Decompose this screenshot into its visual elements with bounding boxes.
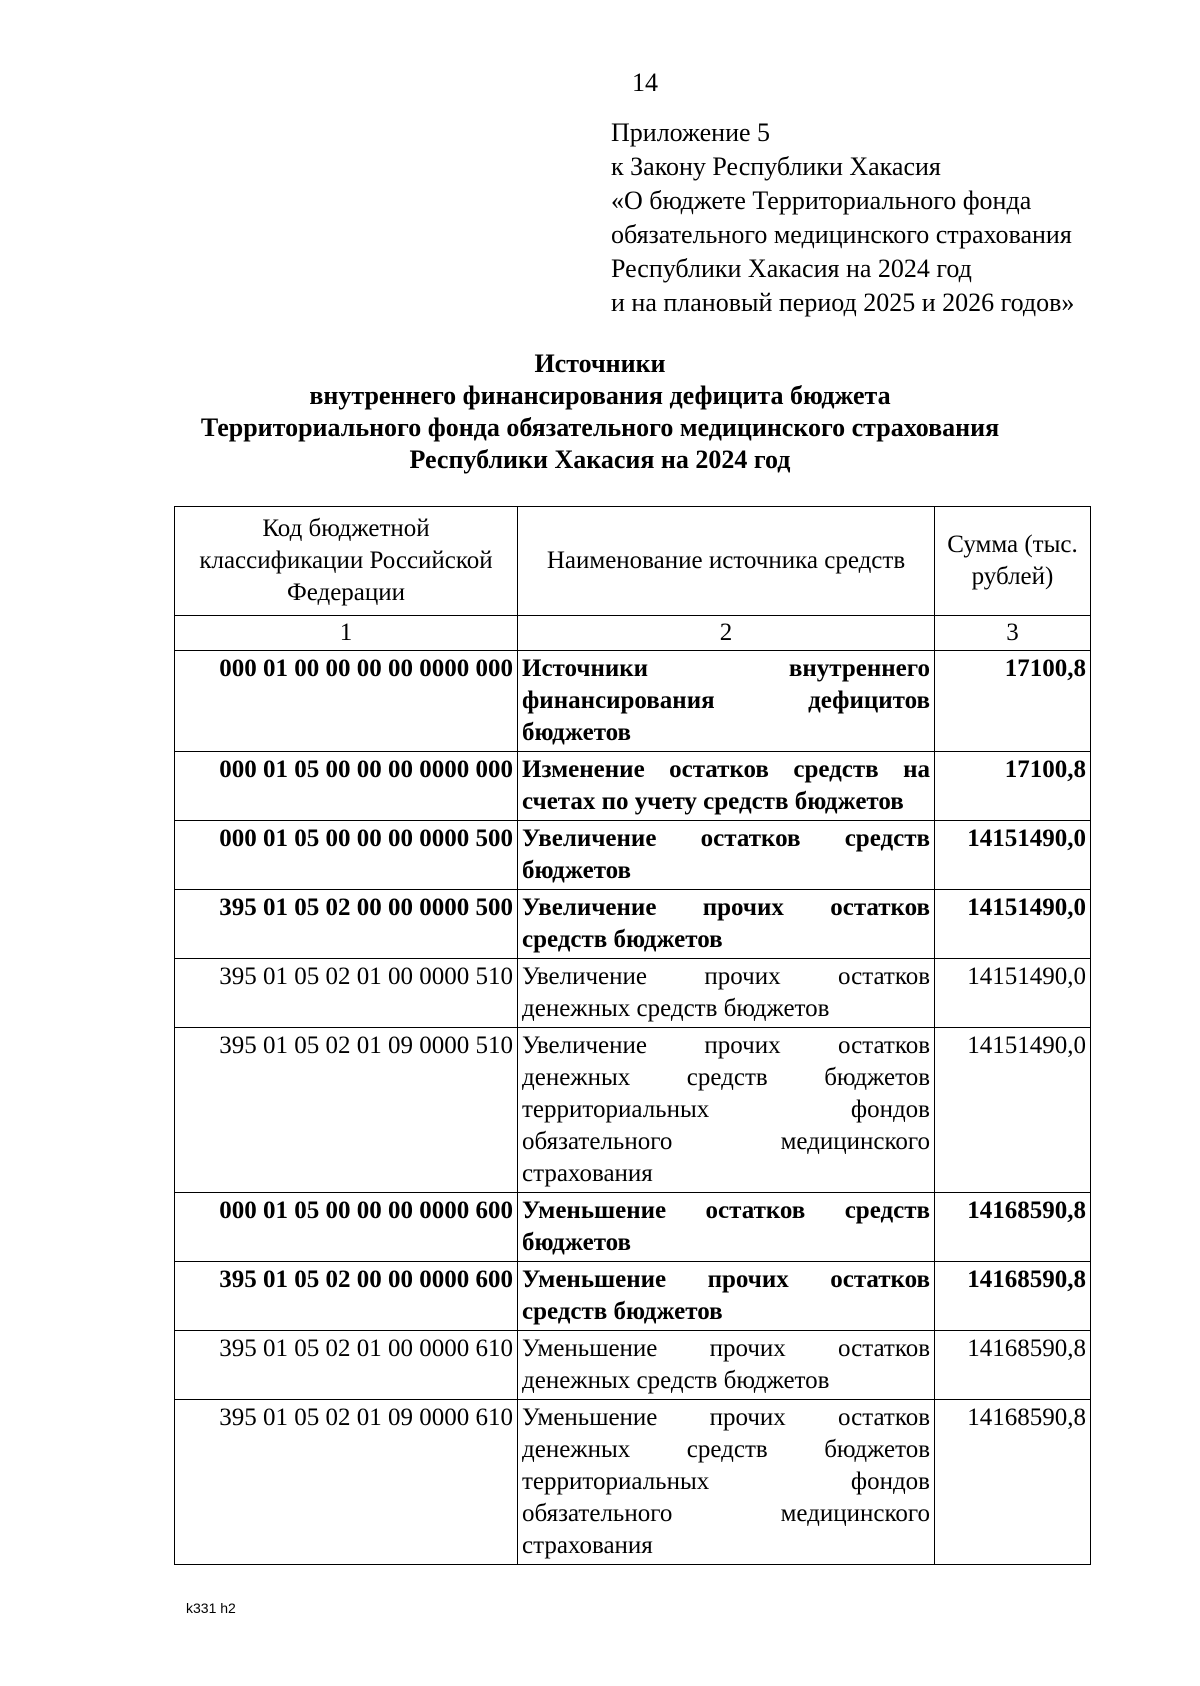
table-row (175, 1262, 1091, 1331)
document-title (150, 348, 1050, 476)
code-cell: 000 01 05 00 00 00 0000 600 (175, 1193, 518, 1262)
header-code: Код бюджетной классификации Российской Федерации (175, 507, 518, 616)
appendix-line: Республики Хакасия на 2024 год (611, 254, 972, 283)
column-number-row (175, 616, 1091, 651)
title-line: Территориального фонда обязательного медицинского страхования (200, 413, 1000, 442)
table-row (175, 959, 1091, 1028)
title-line: внутреннего финансирования дефицита бюджета (309, 381, 891, 410)
code-cell: 395 01 05 02 01 00 0000 510 (175, 959, 518, 1028)
name-cell: Уменьшение прочих остатков средств бюджетов (518, 1262, 935, 1331)
sum-cell: 14168590,8 (935, 1262, 1091, 1331)
column-number: 2 (518, 616, 935, 651)
name-cell: Увеличение прочих остатков средств бюджетов (518, 890, 935, 959)
name-cell: Уменьшение остатков средств бюджетов (518, 1193, 935, 1262)
table-row (175, 651, 1091, 752)
appendix-line: Приложение 5 (611, 118, 771, 147)
code-cell: 000 01 00 00 00 00 0000 000 (175, 651, 518, 752)
code-cell: 395 01 05 02 00 00 0000 500 (175, 890, 518, 959)
code-cell: 395 01 05 02 00 00 0000 600 (175, 1262, 518, 1331)
sum-cell: 14168590,8 (935, 1331, 1091, 1400)
name-cell: Увеличение прочих остатков денежных средств бюджетов (518, 959, 935, 1028)
code-cell: 395 01 05 02 01 09 0000 610 (175, 1400, 518, 1565)
name-cell: Изменение остатков средств на счетах по учету средств бюджетов (518, 752, 935, 821)
header-sum: Сумма (тыс. рублей) (935, 507, 1091, 616)
code-cell: 000 01 05 00 00 00 0000 000 (175, 752, 518, 821)
code-cell: 395 01 05 02 01 00 0000 610 (175, 1331, 518, 1400)
sum-cell: 17100,8 (935, 651, 1091, 752)
appendix-line: и на плановый период 2025 и 2026 годов» (611, 288, 1075, 317)
sum-cell: 17100,8 (935, 752, 1091, 821)
name-cell: Уменьшение прочих остатков денежных средств бюджетов (518, 1331, 935, 1400)
appendix-line: «О бюджете Территориального фонда (611, 186, 1032, 215)
sum-cell: 14151490,0 (935, 1028, 1091, 1193)
sum-cell: 14151490,0 (935, 821, 1091, 890)
table-row (175, 752, 1091, 821)
appendix-line: обязательного медицинского страхования (611, 220, 1072, 249)
table-row (175, 1400, 1091, 1565)
table-row (175, 1028, 1091, 1193)
header-name: Наименование источника средств (518, 507, 935, 616)
appendix-header (611, 116, 1074, 320)
table-row (175, 890, 1091, 959)
footer-code: k331 h2 (186, 1600, 236, 1616)
name-cell: Увеличение прочих остатков денежных средств бюджетов территориальных фондов обязательного медицинского страхования (518, 1028, 935, 1193)
table-row (175, 1331, 1091, 1400)
column-number: 1 (175, 616, 518, 651)
code-cell: 395 01 05 02 01 09 0000 510 (175, 1028, 518, 1193)
title-line: Республики Хакасия на 2024 год (409, 445, 791, 474)
page-number: 14 (632, 68, 658, 97)
table-header-row (175, 507, 1091, 616)
sum-cell: 14168590,8 (935, 1193, 1091, 1262)
name-cell: Увеличение остатков средств бюджетов (518, 821, 935, 890)
table-row (175, 821, 1091, 890)
appendix-line: к Закону Республики Хакасия (611, 152, 941, 181)
name-cell: Уменьшение прочих остатков денежных средств бюджетов территориальных фондов обязательного медицинского страхования (518, 1400, 935, 1565)
financing-sources-table (174, 506, 1091, 1565)
code-cell: 000 01 05 00 00 00 0000 500 (175, 821, 518, 890)
sum-cell: 14151490,0 (935, 959, 1091, 1028)
table-row (175, 1193, 1091, 1262)
title-line: Источники (534, 349, 666, 378)
sum-cell: 14168590,8 (935, 1400, 1091, 1565)
column-number: 3 (935, 616, 1091, 651)
sum-cell: 14151490,0 (935, 890, 1091, 959)
name-cell: Источники внутреннего финансирования дефицитов бюджетов (518, 651, 935, 752)
